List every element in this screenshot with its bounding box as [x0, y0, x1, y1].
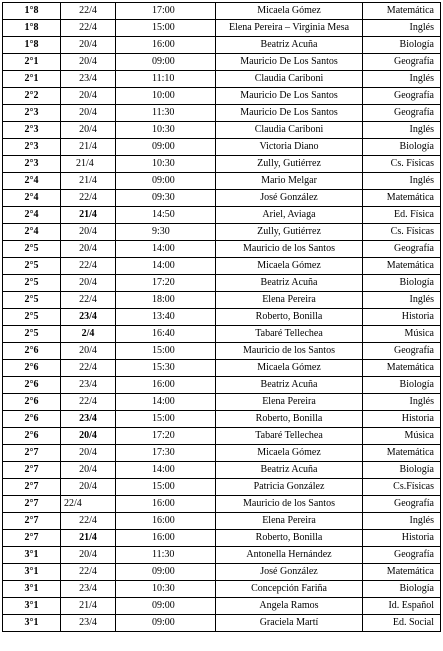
date-cell: 20/4 [61, 275, 116, 292]
date-cell: 21/4 [61, 156, 116, 173]
time-cell: 16:40 [116, 326, 216, 343]
teacher-cell: Micaela Gómez [216, 445, 363, 462]
table-row [3, 598, 441, 615]
schedule-table [2, 2, 441, 632]
time-cell: 16:00 [116, 37, 216, 54]
table-row [3, 292, 441, 309]
time-cell: 09:00 [116, 173, 216, 190]
teacher-cell: Roberto, Bonilla [216, 411, 363, 428]
subject-cell: Música [363, 326, 441, 343]
group-cell: 3°1 [3, 581, 61, 598]
teacher-cell: Beatriz Acuña [216, 37, 363, 54]
teacher-cell: Mauricio De Los Santos [216, 105, 363, 122]
subject-cell: Música [363, 428, 441, 445]
group-cell: 2°3 [3, 139, 61, 156]
time-cell: 09:00 [116, 615, 216, 632]
subject-cell: Geografía [363, 343, 441, 360]
table-row [3, 428, 441, 445]
table-row [3, 411, 441, 428]
group-cell: 2°4 [3, 190, 61, 207]
teacher-cell: José González [216, 564, 363, 581]
date-cell: 20/4 [61, 445, 116, 462]
group-cell: 2°5 [3, 326, 61, 343]
subject-cell: Geografía [363, 88, 441, 105]
date-cell: 23/4 [61, 411, 116, 428]
group-cell: 2°5 [3, 258, 61, 275]
group-cell: 1°8 [3, 3, 61, 20]
table-row [3, 377, 441, 394]
subject-cell: Inglés [363, 513, 441, 530]
time-cell: 14:00 [116, 258, 216, 275]
time-cell: 09:00 [116, 54, 216, 71]
date-cell: 22/4 [61, 258, 116, 275]
date-cell: 20/4 [61, 105, 116, 122]
time-cell: 10:30 [116, 156, 216, 173]
subject-cell: Geografía [363, 547, 441, 564]
date-cell: 20/4 [61, 428, 116, 445]
teacher-cell: Mauricio De Los Santos [216, 54, 363, 71]
subject-cell: Matemática [363, 258, 441, 275]
subject-cell: Biología [363, 139, 441, 156]
table-row [3, 615, 441, 632]
group-cell: 2°7 [3, 496, 61, 513]
time-cell: 09:00 [116, 598, 216, 615]
table-row [3, 581, 441, 598]
table-row [3, 71, 441, 88]
subject-cell: Historia [363, 309, 441, 326]
time-cell: 16:00 [116, 496, 216, 513]
date-cell: 20/4 [61, 37, 116, 54]
date-cell: 23/4 [61, 377, 116, 394]
time-cell: 09:00 [116, 564, 216, 581]
table-row [3, 394, 441, 411]
table-row [3, 156, 441, 173]
group-cell: 2°6 [3, 394, 61, 411]
teacher-cell: Victoria Diano [216, 139, 363, 156]
time-cell: 14:00 [116, 462, 216, 479]
time-cell: 13:40 [116, 309, 216, 326]
time-cell: 09:00 [116, 139, 216, 156]
date-cell: 20/4 [61, 479, 116, 496]
time-cell: 9:30 [116, 224, 216, 241]
table-row [3, 207, 441, 224]
date-cell: 20/4 [61, 54, 116, 71]
subject-cell: Inglés [363, 173, 441, 190]
table-row [3, 479, 441, 496]
table-row [3, 445, 441, 462]
group-cell: 2°5 [3, 309, 61, 326]
table-row [3, 513, 441, 530]
teacher-cell: Beatriz Acuña [216, 275, 363, 292]
subject-cell: Matemática [363, 445, 441, 462]
subject-cell: Matemática [363, 190, 441, 207]
subject-cell: Biología [363, 462, 441, 479]
date-cell: 20/4 [61, 224, 116, 241]
subject-cell: Historia [363, 530, 441, 547]
group-cell: 2°7 [3, 445, 61, 462]
group-cell: 2°4 [3, 224, 61, 241]
date-cell: 22/4 [61, 360, 116, 377]
group-cell: 2°6 [3, 411, 61, 428]
date-cell: 20/4 [61, 241, 116, 258]
time-cell: 17:20 [116, 428, 216, 445]
table-row [3, 564, 441, 581]
teacher-cell: Roberto, Bonilla [216, 530, 363, 547]
time-cell: 09:30 [116, 190, 216, 207]
time-cell: 10:30 [116, 122, 216, 139]
date-cell: 22/4 [61, 3, 116, 20]
teacher-cell: Graciela Martí [216, 615, 363, 632]
table-row [3, 224, 441, 241]
time-cell: 15:00 [116, 411, 216, 428]
time-cell: 10:00 [116, 88, 216, 105]
subject-cell: Biología [363, 37, 441, 54]
subject-cell: Ed. Social [363, 615, 441, 632]
subject-cell: Inglés [363, 394, 441, 411]
time-cell: 11:30 [116, 105, 216, 122]
table-row [3, 462, 441, 479]
date-cell: 21/4 [61, 530, 116, 547]
date-cell: 22/4 [61, 292, 116, 309]
teacher-cell: Mauricio de los Santos [216, 241, 363, 258]
table-row [3, 258, 441, 275]
teacher-cell: Claudia Cariboni [216, 71, 363, 88]
table-row [3, 496, 441, 513]
group-cell: 2°4 [3, 173, 61, 190]
table-row [3, 3, 441, 20]
time-cell: 14:00 [116, 394, 216, 411]
subject-cell: Inglés [363, 122, 441, 139]
teacher-cell: Mauricio de los Santos [216, 343, 363, 360]
time-cell: 16:00 [116, 377, 216, 394]
date-cell: 23/4 [61, 615, 116, 632]
subject-cell: Inglés [363, 71, 441, 88]
group-cell: 1°8 [3, 20, 61, 37]
table-row [3, 122, 441, 139]
group-cell: 3°1 [3, 564, 61, 581]
date-cell: 23/4 [61, 581, 116, 598]
date-cell: 22/4 [61, 394, 116, 411]
table-row [3, 241, 441, 258]
teacher-cell: Micaela Gómez [216, 360, 363, 377]
time-cell: 11:30 [116, 547, 216, 564]
group-cell: 2°6 [3, 428, 61, 445]
schedule-body [3, 3, 441, 632]
date-cell: 22/4 [61, 564, 116, 581]
table-row [3, 360, 441, 377]
time-cell: 15:00 [116, 20, 216, 37]
subject-cell: Geografía [363, 496, 441, 513]
teacher-cell: Claudia Cariboni [216, 122, 363, 139]
subject-cell: Ed. Física [363, 207, 441, 224]
table-row [3, 173, 441, 190]
date-cell: 23/4 [61, 309, 116, 326]
date-cell: 22/4 [61, 190, 116, 207]
teacher-cell: Ariel, Aviaga [216, 207, 363, 224]
teacher-cell: Elena Pereira – Virginia Mesa [216, 20, 363, 37]
date-cell: 23/4 [61, 71, 116, 88]
table-row [3, 37, 441, 54]
time-cell: 17:00 [116, 3, 216, 20]
teacher-cell: Elena Pereira [216, 394, 363, 411]
group-cell: 2°7 [3, 513, 61, 530]
group-cell: 2°1 [3, 71, 61, 88]
table-row [3, 326, 441, 343]
teacher-cell: Mauricio De Los Santos [216, 88, 363, 105]
time-cell: 15:00 [116, 479, 216, 496]
subject-cell: Matemática [363, 360, 441, 377]
subject-cell: Id. Español [363, 598, 441, 615]
teacher-cell: Mario Melgar [216, 173, 363, 190]
subject-cell: Biología [363, 377, 441, 394]
group-cell: 2°5 [3, 241, 61, 258]
date-cell: 22/4 [61, 513, 116, 530]
time-cell: 15:30 [116, 360, 216, 377]
teacher-cell: Concepción Fariña [216, 581, 363, 598]
table-row [3, 54, 441, 71]
time-cell: 16:00 [116, 513, 216, 530]
table-row [3, 343, 441, 360]
group-cell: 2°3 [3, 156, 61, 173]
group-cell: 2°4 [3, 207, 61, 224]
table-row [3, 190, 441, 207]
time-cell: 17:30 [116, 445, 216, 462]
group-cell: 2°1 [3, 54, 61, 71]
group-cell: 2°7 [3, 530, 61, 547]
group-cell: 2°6 [3, 377, 61, 394]
teacher-cell: Elena Pereira [216, 292, 363, 309]
group-cell: 2°6 [3, 343, 61, 360]
teacher-cell: Tabaré Tellechea [216, 326, 363, 343]
group-cell: 2°3 [3, 122, 61, 139]
group-cell: 2°6 [3, 360, 61, 377]
subject-cell: Inglés [363, 20, 441, 37]
table-row [3, 309, 441, 326]
group-cell: 2°5 [3, 292, 61, 309]
group-cell: 2°7 [3, 462, 61, 479]
time-cell: 18:00 [116, 292, 216, 309]
table-row [3, 275, 441, 292]
group-cell: 3°1 [3, 598, 61, 615]
time-cell: 11:10 [116, 71, 216, 88]
date-cell: 20/4 [61, 462, 116, 479]
group-cell: 3°1 [3, 615, 61, 632]
subject-cell: Inglés [363, 292, 441, 309]
group-cell: 1°8 [3, 37, 61, 54]
group-cell: 3°1 [3, 547, 61, 564]
date-cell: 22/4 [61, 20, 116, 37]
date-cell: 20/4 [61, 547, 116, 564]
table-row [3, 20, 441, 37]
time-cell: 16:00 [116, 530, 216, 547]
teacher-cell: Elena Pereira [216, 513, 363, 530]
subject-cell: Geografía [363, 105, 441, 122]
teacher-cell: Antonella Hernández [216, 547, 363, 564]
subject-cell: Matemática [363, 3, 441, 20]
time-cell: 14:00 [116, 241, 216, 258]
teacher-cell: Micaela Gómez [216, 258, 363, 275]
time-cell: 10:30 [116, 581, 216, 598]
teacher-cell: Roberto, Bonilla [216, 309, 363, 326]
date-cell: 21/4 [61, 207, 116, 224]
teacher-cell: Patricia González [216, 479, 363, 496]
table-row [3, 139, 441, 156]
subject-cell: Biología [363, 581, 441, 598]
subject-cell: Cs.Físicas [363, 479, 441, 496]
subject-cell: Cs. Físicas [363, 224, 441, 241]
teacher-cell: Tabaré Tellechea [216, 428, 363, 445]
date-cell: 22/4 [61, 496, 116, 513]
table-row [3, 88, 441, 105]
group-cell: 2°2 [3, 88, 61, 105]
time-cell: 14:50 [116, 207, 216, 224]
group-cell: 2°5 [3, 275, 61, 292]
group-cell: 2°3 [3, 105, 61, 122]
teacher-cell: Beatriz Acuña [216, 462, 363, 479]
table-row [3, 547, 441, 564]
group-cell: 2°7 [3, 479, 61, 496]
table-row [3, 105, 441, 122]
teacher-cell: Micaela Gómez [216, 3, 363, 20]
teacher-cell: José González [216, 190, 363, 207]
date-cell: 21/4 [61, 173, 116, 190]
date-cell: 20/4 [61, 122, 116, 139]
subject-cell: Cs. Físicas [363, 156, 441, 173]
subject-cell: Historia [363, 411, 441, 428]
teacher-cell: Zully, Gutiérrez [216, 156, 363, 173]
date-cell: 21/4 [61, 598, 116, 615]
date-cell: 21/4 [61, 139, 116, 156]
subject-cell: Geografía [363, 241, 441, 258]
teacher-cell: Zully, Gutiérrez [216, 224, 363, 241]
teacher-cell: Mauricio de los Santos [216, 496, 363, 513]
date-cell: 2/4 [61, 326, 116, 343]
time-cell: 15:00 [116, 343, 216, 360]
date-cell: 20/4 [61, 343, 116, 360]
time-cell: 17:20 [116, 275, 216, 292]
date-cell: 20/4 [61, 88, 116, 105]
teacher-cell: Angela Ramos [216, 598, 363, 615]
subject-cell: Biología [363, 275, 441, 292]
subject-cell: Geografía [363, 54, 441, 71]
subject-cell: Matemática [363, 564, 441, 581]
table-row [3, 530, 441, 547]
teacher-cell: Beatriz Acuña [216, 377, 363, 394]
